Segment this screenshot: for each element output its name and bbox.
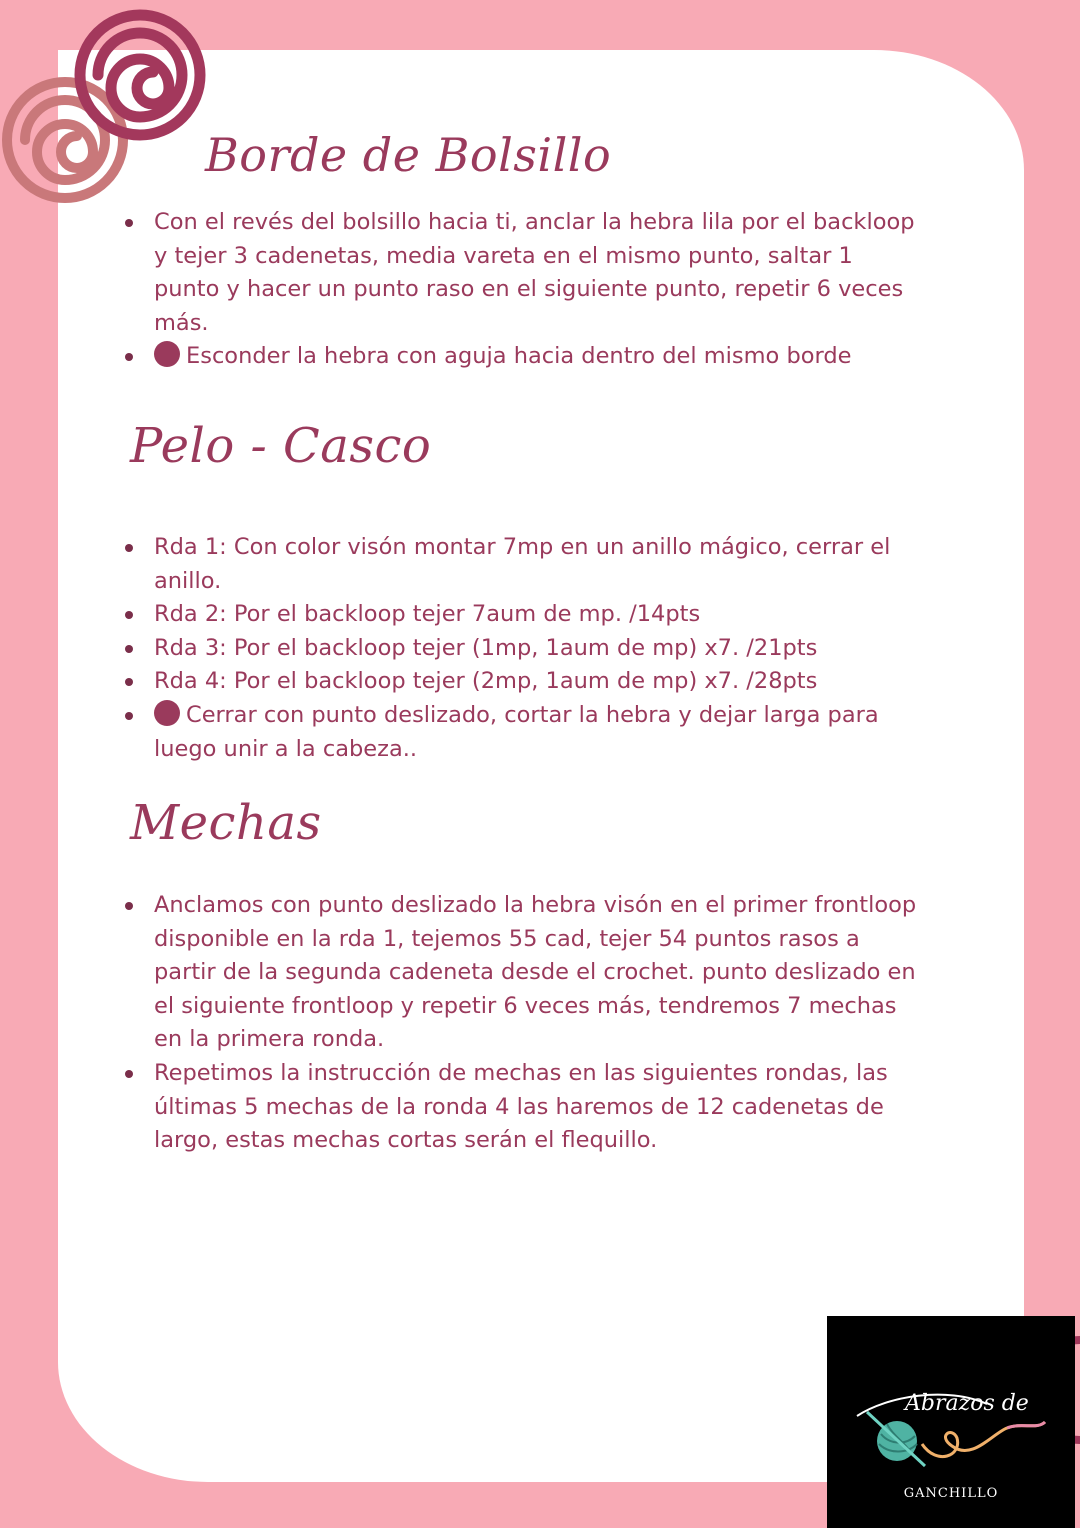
- swirl-decoration: [0, 0, 220, 220]
- logo-line1: Abrazos de: [905, 1391, 1029, 1416]
- section-title-mechas: Mechas: [130, 795, 322, 851]
- list-item-text: Rda 2: Por el backloop tejer 7aum de mp. /14pts: [154, 601, 701, 628]
- list-item-text: Repetimos la instrucción de mechas en las siguientes rondas, las últimas 5 mechas de la ronda 4 las haremos de 12 cadenetas de largo, estas mechas cortas serán el flequillo.: [154, 1059, 888, 1154]
- list-item: [110, 531, 920, 598]
- section-title-pelo-casco: Pelo - Casco: [130, 418, 432, 474]
- list-item-text: Cerrar con punto deslizado, cortar la hebra y dejar larga para luego unir a la cabeza..: [154, 701, 879, 762]
- list-item-text: Esconder la hebra con aguja hacia dentro del mismo borde: [186, 343, 852, 370]
- list-item: [110, 665, 920, 699]
- list-item-text: Anclamos con punto deslizado la hebra visón en el primer frontloop disponible en la rda 1, tejemos 55 cad, tejer 54 puntos rasos a partir de la segunda cadeneta desde el crochet. punto deslizado en el siguiente frontloop y repetir 6 veces más, tendremos 7 mechas en la primera ronda.: [154, 892, 917, 1053]
- list-item-text: Rda 3: Por el backloop tejer (1mp, 1aum de mp) x7. /21pts: [154, 634, 818, 661]
- list-item: [110, 632, 920, 666]
- list-item-text: Con el revés del bolsillo hacia ti, anclar la hebra lila por el backloop y tejer 3 cadenetas, media vareta en el mismo punto, saltar 1 punto y hacer un punto raso en el siguiente punto, repetir 6 veces más.: [154, 209, 915, 336]
- list-item: [110, 889, 920, 1057]
- list-item: [110, 206, 920, 340]
- logo-artwork: [827, 1316, 1075, 1528]
- list-item: [110, 699, 920, 766]
- list-item: [110, 598, 920, 632]
- section-list-mechas: [110, 889, 920, 1158]
- brand-logo: [827, 1316, 1075, 1528]
- section-list-borde-de-bolsillo: [110, 206, 920, 374]
- list-item-text: Rda 4: Por el backloop tejer (2mp, 1aum de mp) x7. /28pts: [154, 668, 818, 695]
- section-title-borde-de-bolsillo: Borde de Bolsillo: [205, 128, 612, 182]
- list-item: [110, 1057, 920, 1158]
- list-item-text: Rda 1: Con color visón montar 7mp en un anillo mágico, cerrar el anillo.: [154, 534, 891, 594]
- list-item: [110, 340, 920, 374]
- filled-circle-icon: [154, 700, 180, 726]
- logo-line2: GANCHILLO: [903, 1486, 999, 1501]
- filled-circle-icon: [154, 341, 180, 367]
- section-list-pelo-casco: [110, 531, 920, 766]
